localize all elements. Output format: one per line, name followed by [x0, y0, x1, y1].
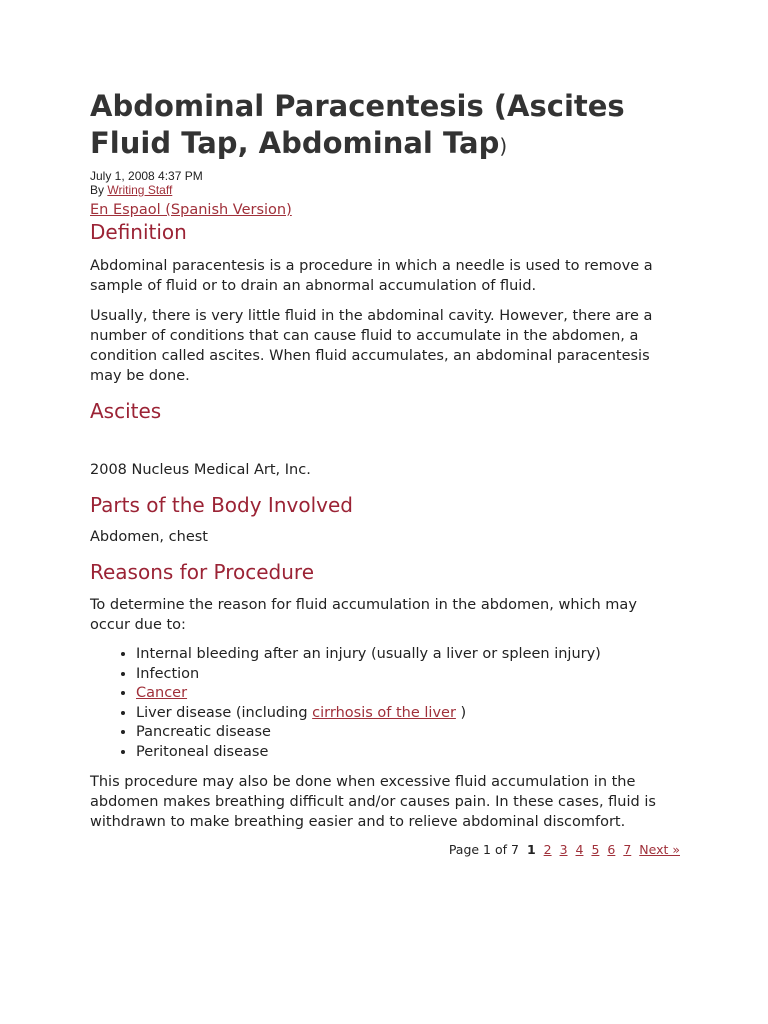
- byline-label: By: [90, 183, 105, 197]
- heading-ascites: Ascites: [90, 399, 162, 423]
- reasons-intro: To determine the reason for fluid accumulation in the abdomen, which may occur due to:: [90, 597, 637, 633]
- author-link[interactable]: Writing Staff: [107, 183, 173, 197]
- cancer-link[interactable]: Cancer: [136, 685, 188, 701]
- reasons-list: [90, 645, 680, 762]
- page-link-7[interactable]: 7: [623, 842, 632, 857]
- heading-body-parts: Parts of the Body Involved: [90, 493, 353, 517]
- article: [90, 88, 680, 858]
- page-link-3[interactable]: 3: [559, 842, 568, 857]
- page-count-label: Page 1 of 7: [448, 842, 519, 857]
- pagination: [90, 842, 680, 858]
- title-closing-paren: ): [499, 134, 508, 158]
- list-item: • Pancreatic disease: [136, 723, 680, 743]
- article-date: July 1, 2008 4:37 PM: [90, 169, 203, 183]
- list-item: • Liver disease (including cirrhosis of the liver ): [136, 704, 680, 724]
- page-title: Abdominal Paracentesis (Ascites Fluid Tap, Abdominal Tap): [90, 89, 625, 160]
- cirrhosis-link[interactable]: cirrhosis of the liver: [312, 704, 456, 721]
- image-credit: 2008 Nucleus Medical Art, Inc.: [90, 462, 311, 478]
- list-item: • Peritoneal disease: [136, 743, 680, 763]
- list-item: • Infection: [136, 665, 680, 685]
- list-item: • Internal bleeding after an injury (usually a liver or spleen injury): [136, 645, 680, 665]
- definition-paragraph-1: Abdominal paracentesis is a procedure in which a needle is used to remove a sample of fluid or to drain an abnormal accumulation of fluid.: [90, 258, 653, 294]
- heading-reasons: Reasons for Procedure: [90, 560, 315, 584]
- page-link-6[interactable]: 6: [607, 842, 616, 857]
- byline: [90, 183, 680, 197]
- next-page-link[interactable]: Next »: [639, 842, 680, 857]
- page-link-4[interactable]: 4: [575, 842, 584, 857]
- page-link-5[interactable]: 5: [591, 842, 600, 857]
- reasons-closing: This procedure may also be done when excessive fluid accumulation in the abdomen makes breathing difficult and/or causes pain. In these cases, fluid is withdrawn to make breathing easier and to relieve abdominal discomfort.: [90, 774, 656, 830]
- current-page: 1: [526, 842, 536, 857]
- list-item: [136, 684, 680, 704]
- heading-definition: Definition: [90, 220, 187, 244]
- spanish-version-link[interactable]: En Espaol (Spanish Version): [90, 202, 292, 218]
- body-parts-text: Abdomen, chest: [90, 529, 208, 545]
- definition-paragraph-2: Usually, there is very little fluid in the abdominal cavity. However, there are a number of conditions that can cause fluid to accumulate in the abdomen, a condition called ascites. When fluid accumulates, an abdominal paracentesis may be done.: [90, 308, 653, 384]
- page-link-2[interactable]: 2: [543, 842, 552, 857]
